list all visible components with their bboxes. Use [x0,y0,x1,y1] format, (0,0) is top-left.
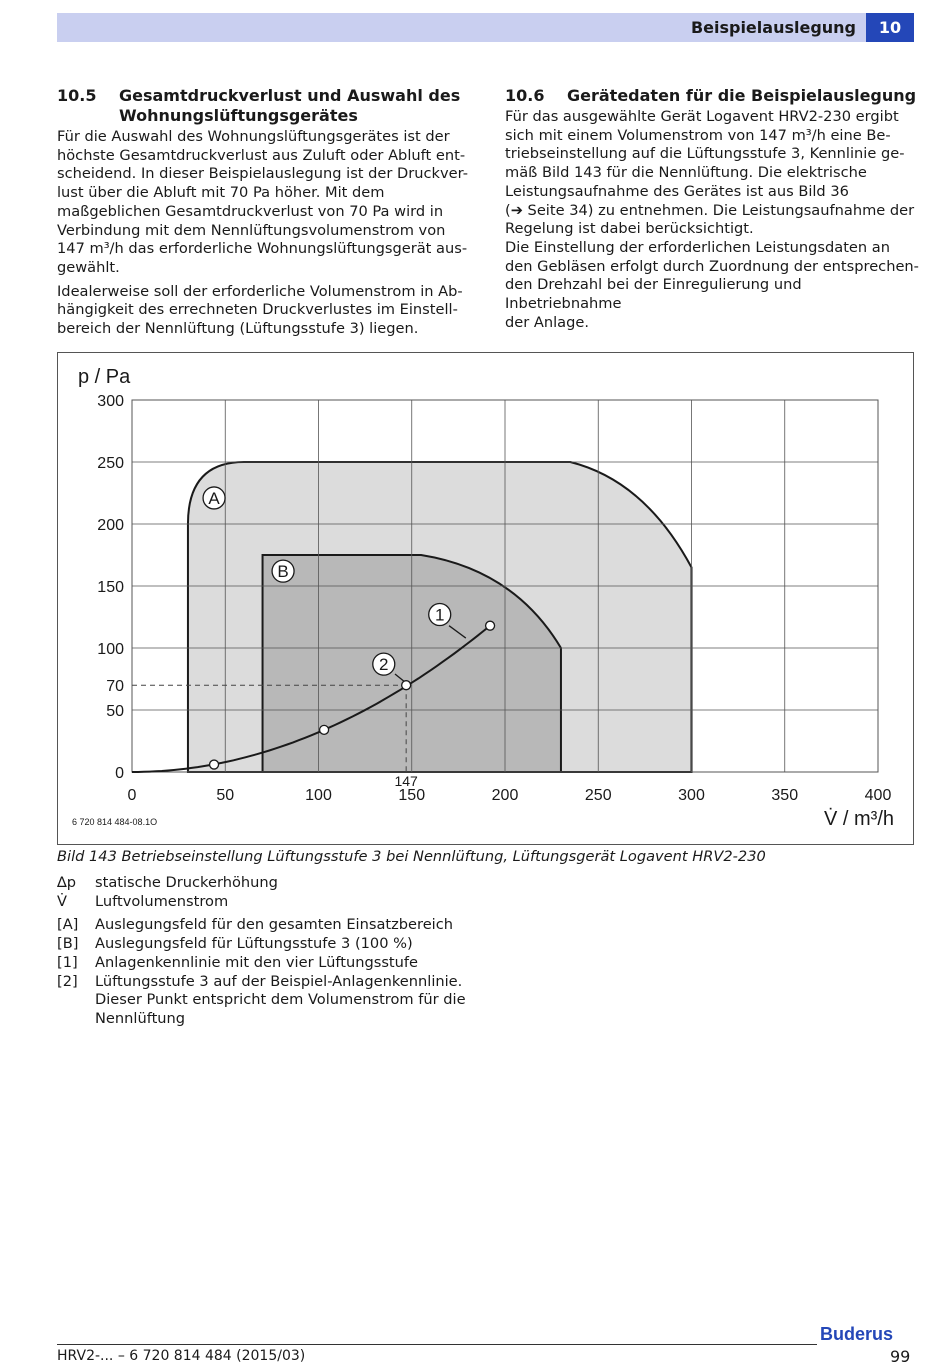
x-tick-label: 400 [864,787,892,804]
y-tick-label: 50 [106,703,124,720]
paragraph: Idealerweise soll der erforderliche Volumenstrom in Ab- hängigkeit des errechneten Druckverlustes im Einstell- bereich der Nennlüftung (Lüftungsstufe 3) liegen. [57,282,463,338]
header-section-title: Beispielauslegung [690,18,856,37]
footer-rule [57,1344,817,1345]
x-tick-label: 0 [127,787,137,804]
section-heading [505,86,920,106]
brand-logo: Buderus [820,1324,894,1344]
legend-key: [2] [57,972,78,990]
x-tick-label: 250 [584,787,612,804]
legend-key: [A] [57,916,79,934]
legend-key: [1] [57,953,78,971]
legend-row [57,935,515,954]
section-10-6 [505,86,920,332]
legend-text: Auslegungsfeld für Lüftungsstufe 3 (100 %) [95,935,413,953]
legend-text: Auslegungsfeld für den gesamten Einsatzbereich [95,916,454,934]
label-b-text: B [277,562,289,582]
section-number: 10.5 [57,86,97,105]
x-tick-label: 100 [305,787,332,804]
legend-text: statische Druckerhöhung [95,874,278,891]
legend-key: ∆p [57,874,77,891]
x-axis-title: V̇ / m³/h [823,808,894,830]
legend-text: Luftvolumenstrom [95,892,229,910]
legend-row [57,893,515,912]
legend-row [57,954,515,973]
legend-key: V̇ [57,892,67,910]
legend-row [57,916,515,935]
section-number: 10.6 [505,86,545,105]
marker-147: 147 [394,773,418,789]
x-tick-label: 200 [491,787,519,804]
y-tick-label: 70 [106,678,124,696]
header-chapter-number: 10 [866,13,914,42]
x-tick-label: 50 [216,787,235,804]
figure-caption: Bild 143 Betriebseinstellung Lüftungsstufe 3 bei Nennlüftung, Lüftungsgerät Logavent HRV2-230 [57,848,766,865]
x-tick-label: 350 [771,787,799,804]
y-tick-label: 100 [97,641,124,658]
section-10-5 [57,86,477,339]
label-1-text: 1 [434,605,445,625]
y-tick-label: 250 [97,455,124,472]
y-tick-label: 300 [97,393,124,410]
y-axis-title: p / Pa [78,366,131,388]
y-tick-label: 150 [97,579,124,596]
x-tick-label: 150 [398,787,426,804]
label-a-text: A [208,488,220,508]
curve-point [320,725,329,734]
curve-point [486,621,495,630]
pressure-flow-chart [58,353,913,844]
legend-row [57,973,515,1029]
label-2-text: 2 [379,655,389,675]
legend-text: Lüftungsstufe 3 auf der Beispiel-Anlagenkennlinie. Dieser Punkt entspricht dem Volumenstrom für die Nennlüftung [95,972,466,1027]
y-tick-label: 200 [97,517,124,534]
figure-143 [57,352,914,845]
header-bar [57,13,914,42]
footer-document-id: HRV2-... – 6 720 814 484 (2015/03) [57,1348,306,1364]
y-tick-label: 0 [115,765,124,782]
legend-row [57,874,515,893]
curve-point [210,760,219,769]
curve-point [402,681,411,690]
page-number: 99 [890,1347,911,1366]
x-tick-label: 300 [678,787,705,804]
section-heading [57,86,477,126]
legend-text: Anlagenkennlinie mit den vier Lüftungsstufe [95,953,419,971]
section-title: Gerätedaten für die Beispielauslegung [567,86,917,105]
paragraph: Für das ausgewählte Gerät Logavent HRV2-230 ergibt sich mit einem Volumenstrom von 147 m³/h eine Be- triebseinstellung auf die Lüftungsstufe 3, Kennlinie ge- mäß Bild 143 für die Nennlüftung. Die elektrische Leistungsaufnahme des Gerätes ist aus Bild 36 (➔ Seite 34) zu entnehmen. Die Leistungsaufnahme der Regelung ist dabei berücksichtigt. Die Einstellung der erforderlichen Leistungsdaten an den Gebläsen erfolgt durch Zuordnung der entsprechen- den Drehzahl bei der Einregulierung und Inbetriebnahme der Anlage. [505,108,919,331]
figure-code: 6 720 814 484-08.1O [72,817,158,827]
legend-key: [B] [57,935,79,953]
section-title: Gesamtdruckverlust und Auswahl des Wohnungslüftungsgerätes [119,86,461,125]
paragraph: Für die Auswahl des Wohnungslüftungsgerätes ist der höchste Gesamtdruckverlust aus Zuluft oder Abluft ent- scheidend. In dieser Beispielauslegung ist der Druckver- lust über die Abluft mit 70 Pa höher. Mit dem maßgeblichen Gesamtdruckverlust von 70 Pa wird in Verbindung mit dem Nennlüftungsvolumenstrom von 147 m³/h das erforderliche Wohnungslüftungsgerät aus- gewählt. [57,128,468,276]
